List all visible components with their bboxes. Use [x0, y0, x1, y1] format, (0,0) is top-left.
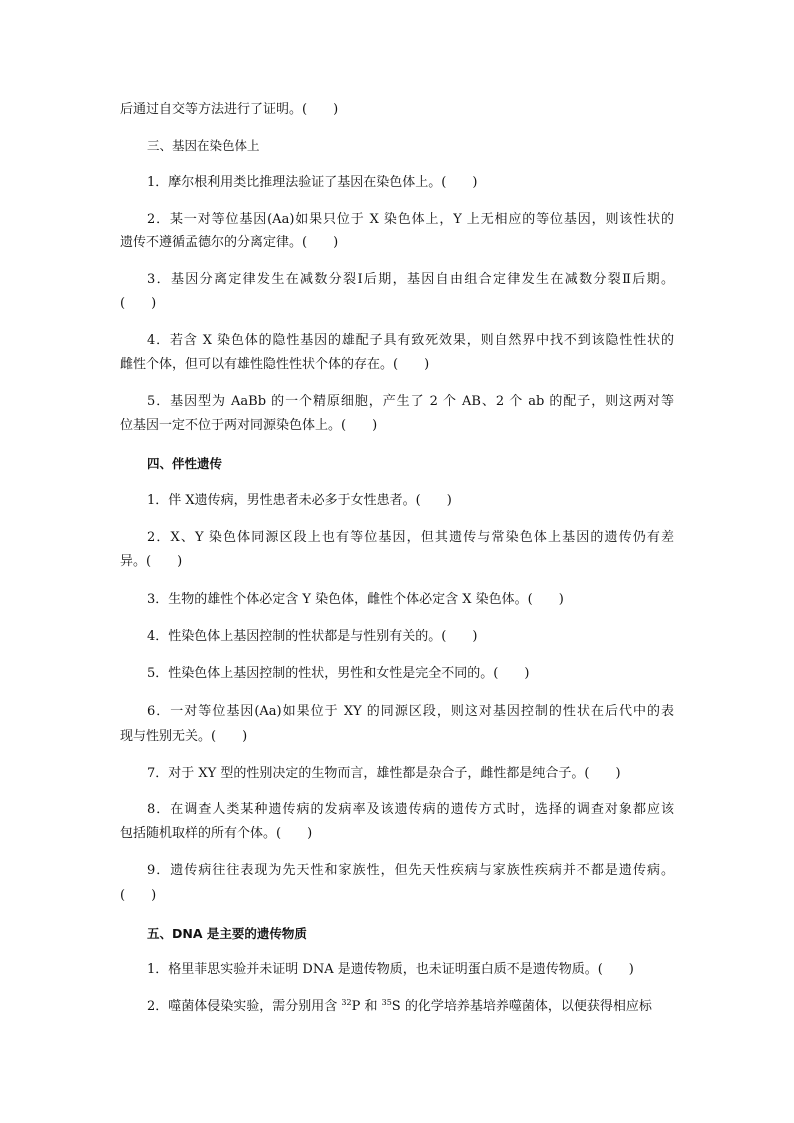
question-4-8: 8．在调查人类某种遗传病的发病率及该遗传病的遗传方式时，选择的调查对象都应该 [147, 802, 674, 817]
question-5-2-text-a: 2．噬菌体侵染实验，需分别用含 [147, 999, 342, 1014]
question-3-5: 5．基因型为 AaBb 的一个精原细胞，产生了 2 个 AB、2 个 ab 的配子，则这两对等 [147, 394, 674, 409]
question-3-5-cont: 位基因一定不位于两对同源染色体上。( ) [120, 418, 378, 433]
question-4-2: 2．X、Y 染色体同源区段上也有等位基因，但其遗传与常染色体上基因的遗传仍有差 [147, 530, 674, 545]
question-4-4: 4．性染色体上基因控制的性状都是与性别有关的。( ) [147, 629, 478, 644]
superscript-35: 35 [381, 998, 392, 1007]
question-4-5: 5．性染色体上基因控制的性状，男性和女性是完全不同的。( ) [147, 666, 530, 681]
question-4-9-cont: ( ) [120, 888, 157, 903]
question-3-3: 3．基因分离定律发生在减数分裂Ⅰ后期，基因自由组合定律发生在减数分裂Ⅱ后期。 [147, 272, 674, 287]
question-4-8-cont: 包括随机取样的所有个体。( ) [120, 826, 313, 841]
question-3-2-cont: 遗传不遵循孟德尔的分离定律。( ) [120, 235, 339, 250]
section-heading-5: 五、DNA 是主要的遗传物质 [147, 926, 307, 941]
superscript-32: 32 [341, 998, 352, 1007]
question-4-3: 3．生物的雄性个体必定含 Y 染色体，雌性个体必定含 X 染色体。( ) [147, 592, 564, 607]
question-4-9: 9．遗传病往往表现为先天性和家族性，但先天性疾病与家族性疾病并不都是遗传病。 [147, 863, 674, 878]
question-3-4-cont: 雌性个体，但可以有雄性隐性性状个体的存在。( ) [120, 357, 430, 372]
question-4-2-cont: 异。( ) [120, 554, 183, 569]
question-5-2-text-b: P 和 [351, 999, 382, 1014]
section-heading-3: 三、基因在染色体上 [147, 138, 260, 153]
text-line: 后通过自交等方法进行了证明。( ) [120, 102, 339, 117]
question-4-6-cont: 现与性别无关。( ) [120, 729, 248, 744]
question-4-1: 1．伴 X遗传病，男性患者未必多于女性患者。( ) [147, 493, 452, 508]
question-5-2-text-c: S 的化学培养基培养噬菌体，以便获得相应标 [391, 999, 652, 1014]
question-5-2 [147, 998, 652, 1016]
question-3-4: 4．若含 X 染色体的隐性基因的雄配子具有致死效果，则自然界中找不到该隐性性状的 [147, 333, 674, 348]
section-heading-4: 四、伴性遗传 [147, 456, 223, 471]
question-3-3-cont: ( ) [120, 296, 157, 311]
question-4-6: 6．一对等位基因(Aa)如果位于 XY 的同源区段，则这对基因控制的性状在后代中的表 [147, 704, 674, 719]
question-3-1: 1．摩尔根利用类比推理法验证了基因在染色体上。( ) [147, 175, 478, 190]
question-4-7: 7．对于 XY 型的性别决定的生物而言，雄性都是杂合子，雌性都是纯合子。( ) [147, 766, 621, 781]
question-5-1: 1．格里菲思实验并未证明 DNA 是遗传物质，也未证明蛋白质不是遗传物质。( ) [147, 962, 634, 977]
question-3-2: 2．某一对等位基因(Aa)如果只位于 X 染色体上，Y 上无相应的等位基因，则该性状的 [147, 212, 674, 227]
